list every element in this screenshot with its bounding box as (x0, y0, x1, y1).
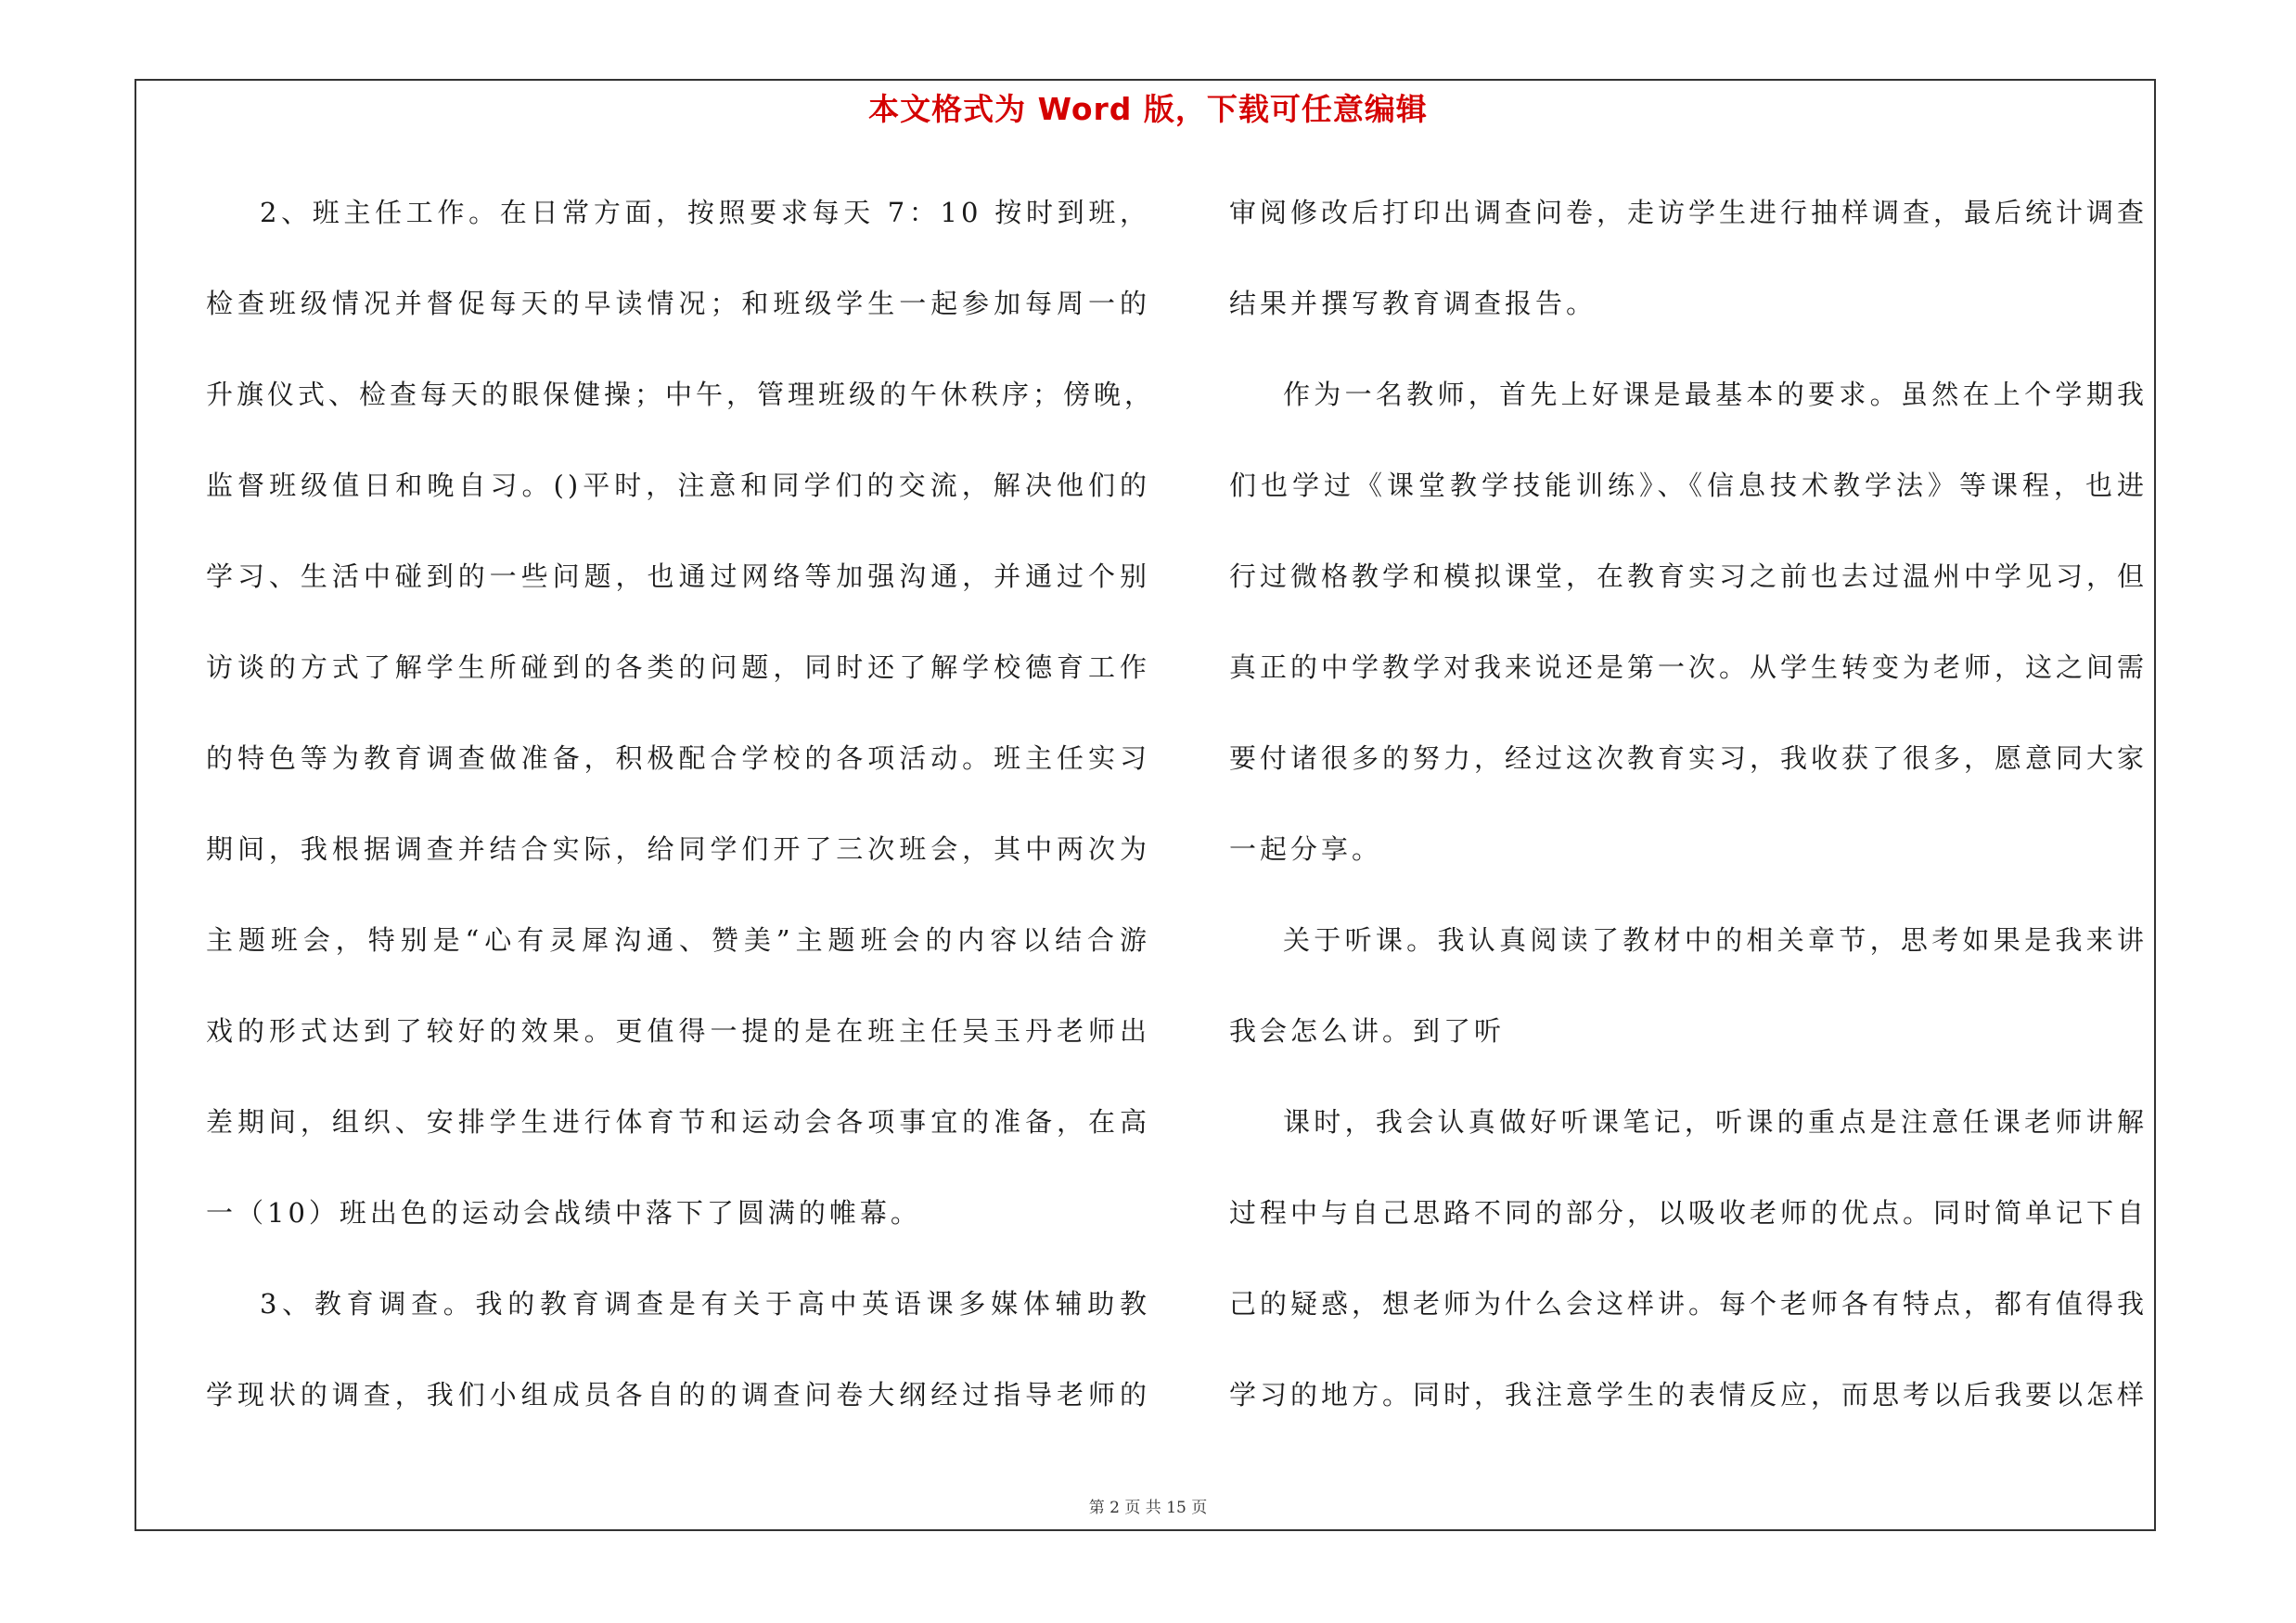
text-line: 己的疑惑，想老师为什么会这样讲。每个老师各有特点，都有值得我 (1229, 1288, 2148, 1320)
text-line: 关于听课。我认真阅读了教材中的相关章节，思考如果是我来讲 (1283, 924, 2148, 956)
text-line: 一（10）班出色的运动会战绩中落下了圆满的帷幕。 (206, 1197, 921, 1229)
text-line: 升旗仪式、检查每天的眼保健操；中午，管理班级的午休秩序；傍晚， (206, 379, 1156, 410)
text-line: 3、教育调查。我的教育调查是有关于高中英语课多媒体辅助教 (260, 1288, 1150, 1320)
text-line: 学习的地方。同时，我注意学生的表情反应，而思考以后我要以怎样 (1229, 1379, 2148, 1410)
text-line: 访谈的方式了解学生所碰到的各类的问题，同时还了解学校德育工作 (206, 651, 1150, 683)
text-line: 作为一名教师，首先上好课是最基本的要求。虽然在上个学期我 (1283, 379, 2148, 410)
text-line: 监督班级值日和晚自习。()平时，注意和同学们的交流，解决他们的 (206, 470, 1150, 501)
text-line: 的特色等为教育调查做准备，积极配合学校的各项活动。班主任实习 (206, 742, 1150, 774)
text-line: 要付诸很多的努力，经过这次教育实习，我收获了很多，愿意同大家 (1229, 742, 2148, 774)
text-line: 结果并撰写教育调查报告。 (1229, 288, 1597, 319)
right-text-column (1229, 181, 2148, 1454)
text-line: 戏的形式达到了较好的效果。更值得一提的是在班主任吴玉丹老师出 (206, 1015, 1150, 1047)
text-line: 检查班级情况并督促每天的早读情况；和班级学生一起参加每周一的 (206, 288, 1150, 319)
text-line: 主题班会，特别是“心有灵犀沟通、赞美”主题班会的内容以结合游 (206, 924, 1150, 956)
text-line: 学现状的调查，我们小组成员各自的的调查问卷大纲经过指导老师的 (206, 1379, 1150, 1410)
left-text-column (206, 181, 1156, 1454)
text-line: 我会怎么讲。到了听 (1229, 1015, 1506, 1047)
text-line: 学习、生活中碰到的一些问题，也通过网络等加强沟通，并通过个别 (206, 560, 1150, 592)
text-line: 行过微格教学和模拟课堂，在教育实习之前也去过温州中学见习，但 (1229, 560, 2148, 592)
text-line: 差期间，组织、安排学生进行体育节和运动会各项事宜的准备，在高 (206, 1106, 1150, 1138)
text-line: 课时，我会认真做好听课笔记，听课的重点是注意任课老师讲解 (1283, 1106, 2148, 1138)
text-line: 过程中与自己思路不同的部分，以吸收老师的优点。同时简单记下自 (1229, 1197, 2148, 1229)
text-line: 期间，我根据调查并结合实际，给同学们开了三次班会，其中两次为 (206, 833, 1150, 865)
page-number-footer: 第 2 页 共 15 页 (1088, 1499, 1208, 1517)
text-line: 审阅修改后打印出调查问卷，走访学生进行抽样调查，最后统计调查 (1229, 197, 2148, 228)
document-header-banner: 本文格式为 Word 版，下载可任意编辑 (868, 91, 1428, 127)
text-line: 2、班主任工作。在日常方面，按照要求每天 7：10 按时到班， (260, 197, 1150, 228)
text-line: 一起分享。 (1229, 833, 1383, 865)
text-line: 们也学过《课堂教学技能训练》、《信息技术教学法》等课程，也进 (1229, 470, 2148, 501)
text-line: 真正的中学教学对我来说还是第一次。从学生转变为老师，这之间需 (1229, 651, 2148, 683)
